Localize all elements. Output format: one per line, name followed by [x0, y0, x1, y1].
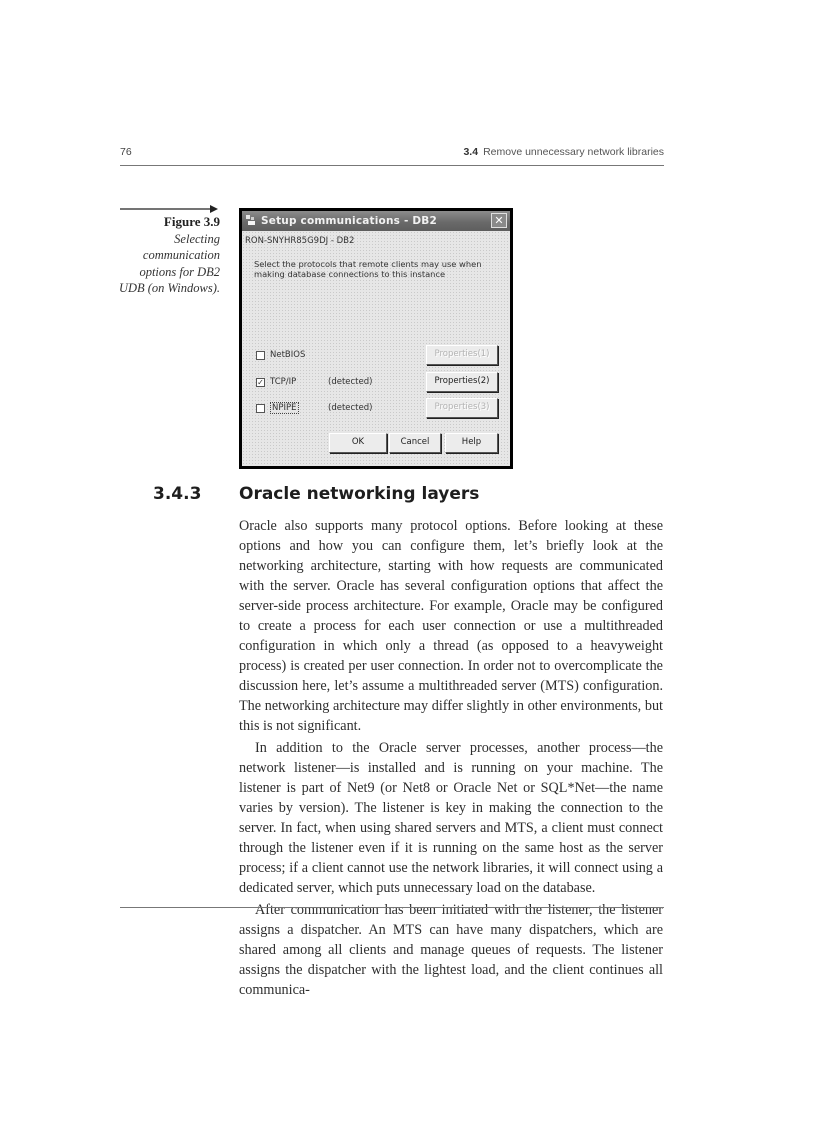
dialog-body	[242, 231, 510, 466]
footer-rule	[120, 907, 664, 908]
running-header-section-number: 3.4	[463, 146, 479, 158]
npipe-label: NPIPE	[272, 403, 297, 413]
npipe-status: (detected)	[328, 403, 373, 413]
netbios-label: NetBIOS	[270, 350, 306, 360]
tcpip-checkbox[interactable]: ✓	[257, 378, 264, 387]
running-header-section-title: Remove unnecessary network libraries	[483, 146, 664, 158]
paragraph: Oracle also supports many protocol options. Before looking at these options and how you can configure them, let’s briefly look at the networking architecture, starting with how requests are communicated with the server. Oracle has several configuration options that affect the server-side process architecture. For example, Oracle may be configured to create a process for each user connection or use a multithreaded configuration in which only a thread (as opposed to a heavyweight process) is created per user connection. In order not to overcomplicate the discussion here, let’s assume a multithreaded server (MTS) configuration. The networking architecture may differ slightly in other environments, but this is not significant.	[239, 518, 663, 734]
ok-button[interactable]: OK	[329, 433, 387, 453]
npipe-checkbox[interactable]	[256, 404, 265, 413]
setup-communications-dialog	[239, 208, 513, 469]
db2-app-icon	[246, 215, 257, 226]
figure-caption-text: Selecting communication options for DB2 UDB (on Windows).	[118, 231, 220, 295]
dialog-title: Setup communications - DB2	[261, 215, 437, 227]
figure-caption	[118, 214, 220, 297]
header-rule	[120, 165, 664, 166]
instance-name: RON-SNYHR85G9DJ - DB2	[245, 236, 355, 246]
properties-2-button[interactable]: Properties(2)	[426, 372, 498, 392]
netbios-checkbox[interactable]	[256, 351, 265, 360]
dialog-titlebar[interactable]	[242, 211, 510, 231]
help-button[interactable]: Help	[445, 433, 498, 453]
close-button[interactable]: ✕	[491, 213, 507, 228]
section-title: Oracle networking layers	[239, 484, 480, 504]
paragraph: After communication has been initiated with the listener, the listener assigns a dispatcher. An MTS can have many dispatchers, which are shared among all clients and manage queues of requests. The listener assigns the dispatcher with the lightest load, and the client continues all communica-	[239, 902, 663, 998]
running-header	[463, 146, 664, 158]
tcpip-label: TCP/IP	[270, 377, 297, 387]
page-number: 76	[120, 146, 132, 158]
body-text	[239, 516, 663, 1000]
section-number: 3.4.3	[153, 484, 202, 504]
cancel-button[interactable]: Cancel	[389, 433, 441, 453]
properties-3-button[interactable]: Properties(3)	[426, 398, 498, 418]
figure-label: Figure 3.9	[163, 214, 220, 229]
properties-1-button[interactable]: Properties(1)	[426, 345, 498, 365]
paragraph: In addition to the Oracle server processes, another process—the network listener—is installed and is running on your machine. The listener is part of Net9 (or Net8 or Oracle Net or SQL*Net—the name varies by version). The listener is key in making the connection to the server. In fact, when using shared servers and MTS, a client must connect through the listener even if it is running on the same host as the server process; if a client cannot use the network libraries, it will connect using a dedicated server, which puts unnecessary load on the database.	[239, 740, 663, 896]
tcpip-status: (detected)	[328, 377, 373, 387]
protocol-prompt: Select the protocols that remote clients may use when making database connections to this instance	[254, 259, 482, 279]
